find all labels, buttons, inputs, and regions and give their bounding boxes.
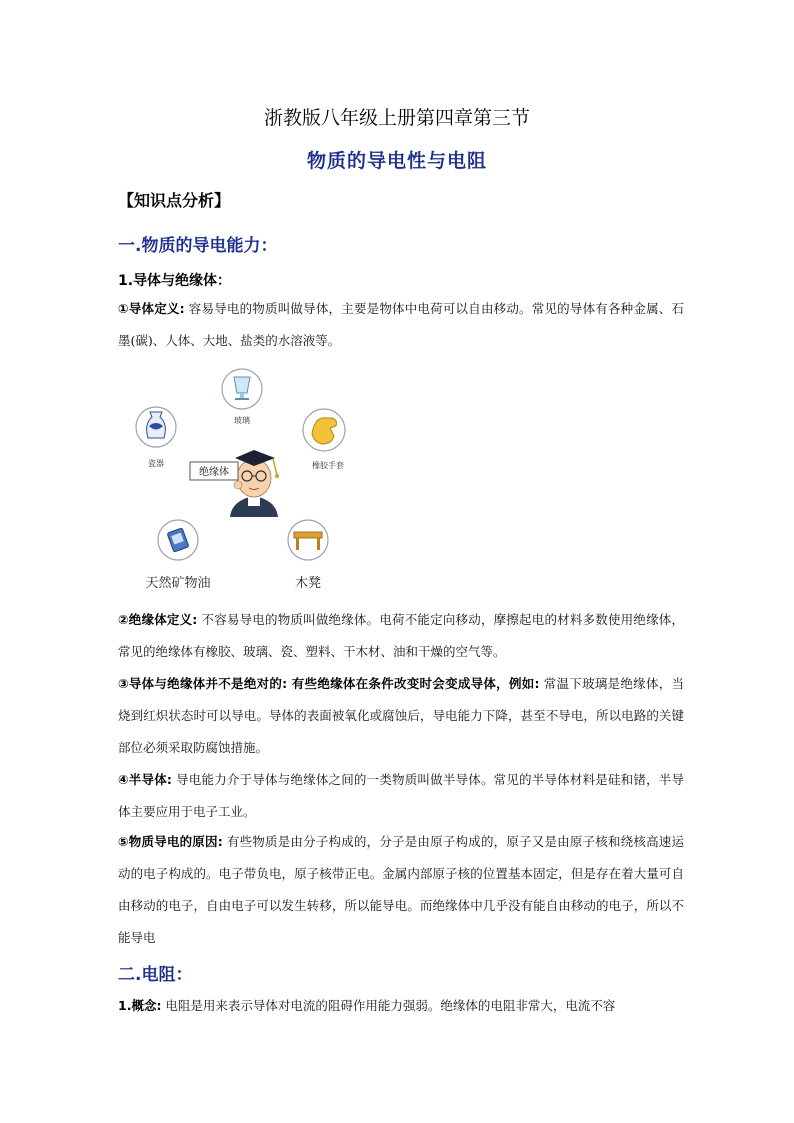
- document-subtitle: 物质的导电性与电阻: [306, 150, 487, 172]
- text-semiconductor: 导电能力介于导体与绝缘体之间的一类物质叫做半导体。常见的半导体材料是硅和锗，半导体主要应用于电子工业。: [118, 772, 684, 819]
- term-resistance-concept: 1.概念:: [118, 998, 162, 1013]
- term-conductor: ①导体定义:: [118, 301, 185, 316]
- glass-item: [222, 369, 262, 425]
- ceramic-item: [136, 407, 176, 468]
- paragraph-conduction-reason: [118, 826, 684, 954]
- term-not-absolute: ③导体与绝缘体并不是绝对的: 有些绝缘体在条件改变时会变成导体，例如:: [118, 676, 540, 691]
- term-insulator: ②绝缘体定义:: [118, 612, 198, 627]
- text-resistance-concept: 电阻是用来表示导体对电流的阻碍作用能力强弱。绝缘体的电阻非常大，电流不容: [161, 998, 616, 1013]
- oil-label: 天然矿物油: [145, 576, 211, 591]
- paragraph-semiconductor: [118, 764, 684, 828]
- glass-icon: [234, 377, 250, 393]
- text-conductor: 容易导电的物质叫做导体，主要是物体中电荷可以自由移动。常见的导体有各种金属、石墨(碳)、人体、大地、盐类的水溶液等。: [118, 301, 684, 348]
- insulator-sign-label: 绝缘体: [199, 467, 229, 478]
- graduation-cap-icon: [235, 450, 275, 466]
- term-conduction-reason: ⑤物质导电的原因:: [118, 834, 223, 849]
- section-heading-resistance: 二.电阻：: [118, 965, 193, 985]
- insulator-sign: [190, 462, 242, 489]
- term-semiconductor: ④半导体:: [118, 772, 172, 787]
- oil-item: [145, 520, 210, 591]
- stool-icon: [294, 532, 322, 538]
- subsection-heading-conductors: 1.导体与绝缘体：: [118, 273, 232, 289]
- gloves-label: 橡胶手套: [312, 461, 344, 470]
- text-conduction-reason: 有些物质是由分子构成的，分子是由原子构成的，原子又是由原子核和绕核高速运动的电子构成的。电子带负电，原子核带正电。金属内部原子核的位置基本固定，但是存在着大量可自由移动的电子，自由电子可以发生转移，所以能导电。而绝缘体中几乎没有能自由移动的电子，所以不能导电: [118, 834, 684, 945]
- paragraph-resistance-concept: [118, 990, 684, 1022]
- stool-item: [288, 520, 328, 591]
- glass-label: 玻璃: [234, 416, 250, 425]
- section-heading-conductivity: 一.物质的导电能力：: [118, 236, 278, 256]
- paragraph-conductor-definition: [118, 293, 684, 357]
- gloves-item: [303, 409, 345, 470]
- paragraph-not-absolute: [118, 668, 684, 764]
- section-label: 【知识点分析】: [118, 191, 231, 210]
- insulator-illustration: [118, 362, 372, 598]
- paragraph-insulator-definition: [118, 604, 684, 668]
- text-not-absolute: 常温下玻璃是绝缘体，当烧到红炽状态时可以导电。导体的表面被氧化或腐蚀后，导电能力下降，甚至不导电，所以电路的关键部位必须采取防腐蚀措施。: [118, 676, 684, 755]
- document-title: 浙教版八年级上册第四章第三节: [263, 107, 530, 129]
- text-insulator: 不容易导电的物质叫做绝缘体。电荷不能定向移动，摩擦起电的材料多数使用绝缘体，常见的绝缘体有橡胶、玻璃、瓷、塑料、干木材、油和干燥的空气等。: [118, 612, 684, 659]
- stool-label: 木凳: [294, 576, 322, 591]
- ceramic-label: 瓷器: [148, 459, 164, 468]
